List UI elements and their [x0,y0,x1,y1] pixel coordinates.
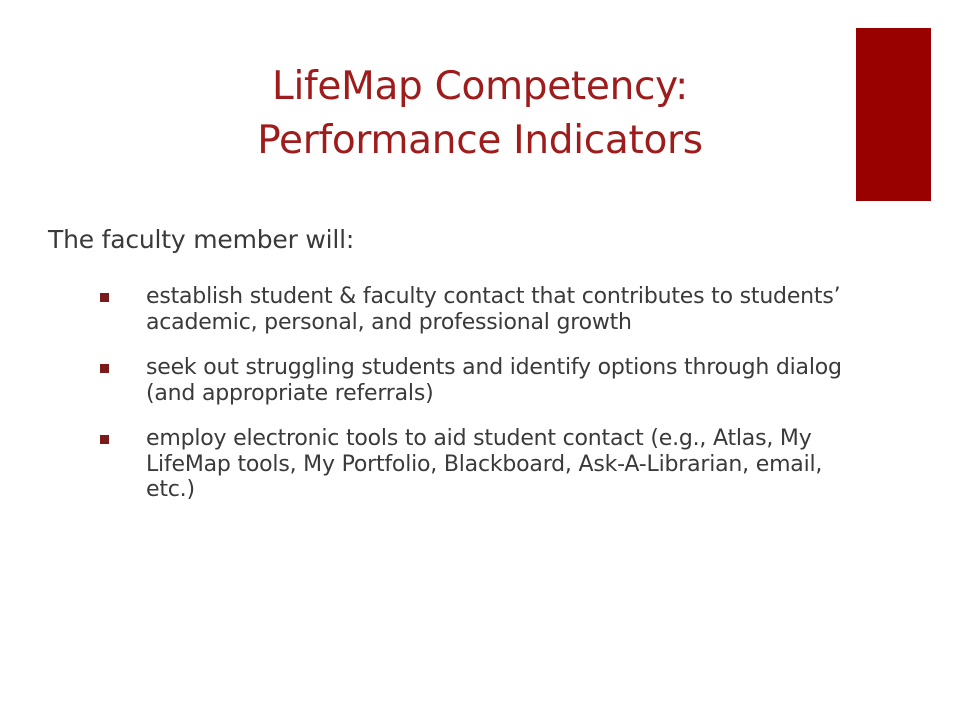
accent-bar [856,28,931,201]
square-bullet-icon [100,435,109,444]
square-bullet-icon [100,293,109,302]
bullet-list [100,284,860,523]
list-item [100,426,860,503]
bullet-text: seek out struggling students and identify options through dialog (and appropriate referrals) [146,355,842,406]
bullet-text: establish student & faculty contact that contributes to students’ academic, personal, and professional growth [146,284,841,335]
title-line-1: LifeMap Competency: [272,64,688,109]
intro-text: The faculty member will: [48,225,355,254]
list-item [100,284,860,335]
slide-title [150,60,810,168]
bullet-text: employ electronic tools to aid student contact (e.g., Atlas, My LifeMap tools, My Portfolio, Blackboard, Ask-A-Librarian, email, etc.) [146,426,823,502]
title-line-2: Performance Indicators [257,118,703,163]
list-item [100,355,860,406]
square-bullet-icon [100,364,109,373]
